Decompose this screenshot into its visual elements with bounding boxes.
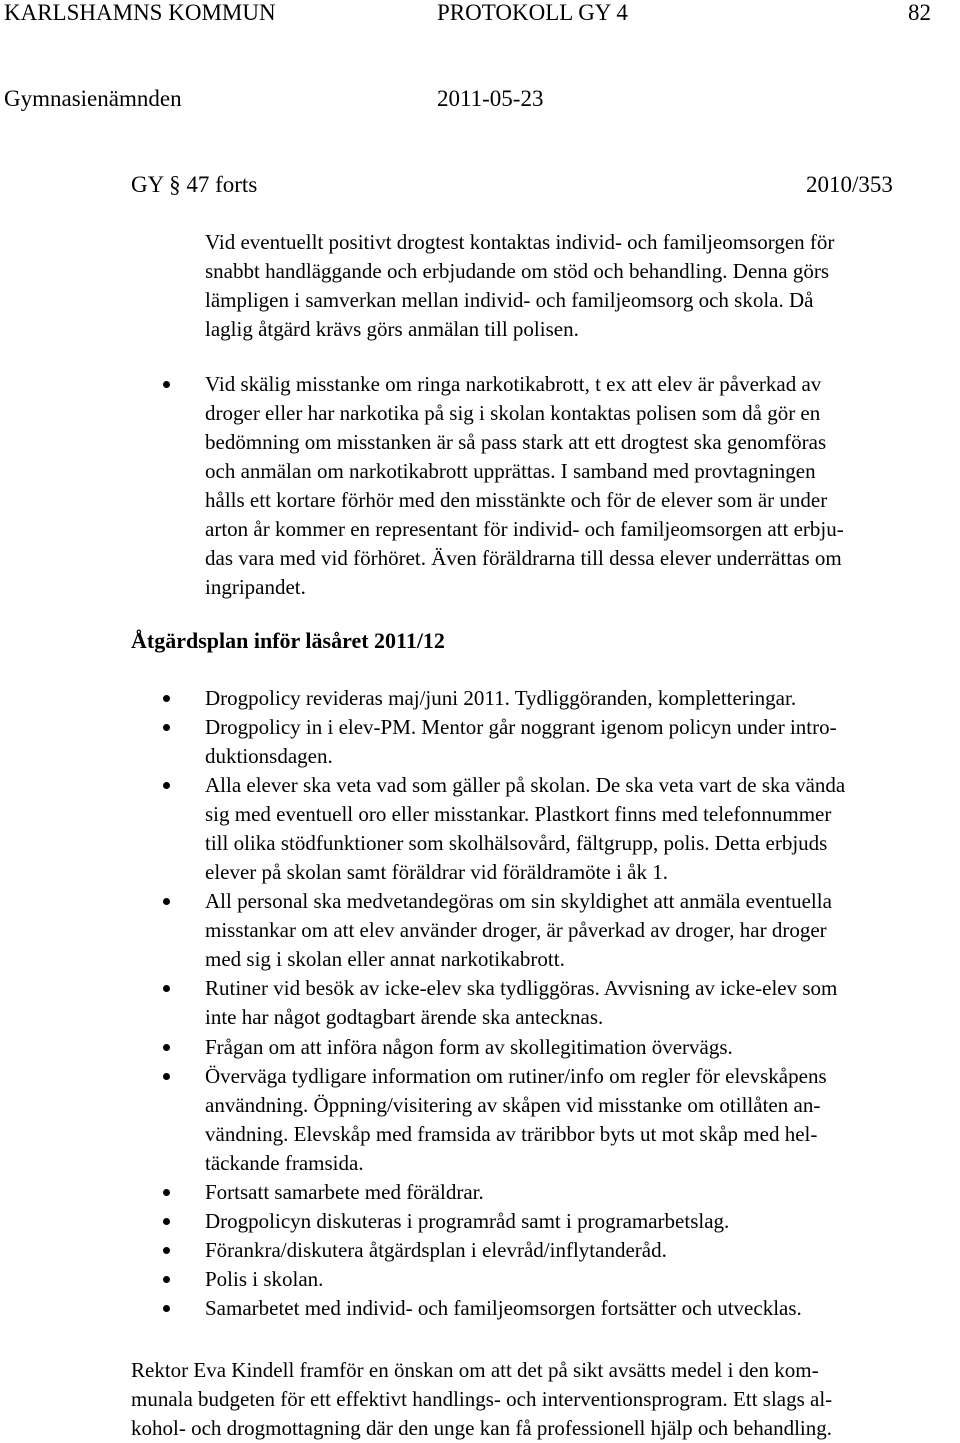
- bullet-icon: [163, 1305, 170, 1312]
- plan-item-line: Samarbetet med individ- och familjeomsorgen fortsätter och utvecklas.: [205, 1296, 802, 1320]
- closing-line: munala budgeten för ett effektivt handlings- och interventionsprogram. Ett slags al-: [131, 1387, 833, 1411]
- bullet-icon: [163, 1073, 170, 1080]
- plan-item: [205, 1033, 733, 1062]
- plan-item-line: sig med eventuell oro eller misstankar. Plastkort finns med telefonnummer: [205, 802, 832, 826]
- plan-item: [205, 1207, 729, 1236]
- plan-item-line: duktionsdagen.: [205, 744, 333, 768]
- plan-item: [205, 1062, 827, 1178]
- plan-item: [205, 887, 832, 974]
- plan-item: [205, 974, 837, 1032]
- intro-paragraph: [205, 228, 834, 344]
- bullet-icon: [163, 1218, 170, 1225]
- plan-item-line: inte har något godtagbart ärende ska antecknas.: [205, 1005, 604, 1029]
- plan-heading: Åtgärdsplan inför läsåret 2011/12: [131, 628, 445, 653]
- plan-item: [205, 713, 837, 771]
- board-name: Gymnasienämnden: [4, 86, 182, 111]
- closing-line: Rektor Eva Kindell framför en önskan om att det på sikt avsätts medel i den kom-: [131, 1358, 819, 1382]
- suspicion-line: bedömning om misstanken är så pass stark att ett drogtest ska genomföras: [205, 430, 827, 454]
- plan-item: [205, 684, 796, 713]
- plan-item-line: Drogpolicy in i elev-PM. Mentor går noggrant igenom policyn under intro-: [205, 715, 837, 739]
- plan-item-line: Förankra/diskutera åtgärdsplan i elevråd/inflytanderåd.: [205, 1238, 667, 1262]
- bullet-icon: [163, 695, 170, 702]
- intro-line: lämpligen i samverkan mellan individ- och familjeomsorg och skola. Då: [205, 288, 814, 312]
- plan-item-line: All personal ska medvetandegöras om sin skyldighet att anmäla eventuella: [205, 889, 832, 913]
- plan-item-line: täckande framsida.: [205, 1151, 364, 1175]
- suspicion-line: droger eller har narkotika på sig i skolan kontaktas polisen som då gör en: [205, 401, 821, 425]
- plan-item: [205, 1236, 667, 1265]
- bullet-icon: [163, 381, 170, 388]
- suspicion-line: das vara med vid förhöret. Även föräldrarna till dessa elever underrättas om: [205, 546, 842, 570]
- protocol-title: PROTOKOLL GY 4: [437, 0, 628, 25]
- page-number: 82: [908, 0, 931, 25]
- plan-item-line: till olika stödfunktioner som skolhälsovård, fältgrupp, polis. Detta erbjuds: [205, 831, 828, 855]
- suspicion-line: arton år kommer en representant för individ- och familjeomsorgen att erbju-: [205, 517, 844, 541]
- suspicion-line: och anmälan om narkotikabrott upprättas. I samband med provtagningen: [205, 459, 816, 483]
- meeting-date: 2011-05-23: [437, 86, 544, 111]
- closing-line: kohol- och drogmottagning där den unge kan få professionell hjälp och behandling.: [131, 1416, 832, 1440]
- intro-line: Vid eventuellt positivt drogtest kontaktas individ- och familjeomsorgen för: [205, 230, 835, 254]
- bullet-icon: [163, 985, 170, 992]
- intro-line: laglig åtgärd krävs görs anmälan till polisen.: [205, 317, 579, 341]
- case-number: 2010/353: [806, 172, 893, 197]
- plan-item: [205, 1265, 323, 1294]
- intro-line: snabbt handläggande och erbjudande om stöd och behandling. Denna görs: [205, 259, 830, 283]
- plan-item-line: Frågan om att införa någon form av skollegitimation övervägs.: [205, 1035, 733, 1059]
- section-item: GY § 47 forts: [131, 172, 258, 197]
- plan-item-line: Fortsatt samarbete med föräldrar.: [205, 1180, 484, 1204]
- bullet-icon: [163, 1189, 170, 1196]
- municipality-name: KARLSHAMNS KOMMUN: [4, 0, 276, 25]
- plan-item: [205, 771, 845, 887]
- bullet-icon: [163, 1276, 170, 1283]
- closing-paragraph: [131, 1356, 832, 1443]
- plan-item-line: användning. Öppning/visitering av skåpen vid misstanke om otillåten an-: [205, 1093, 821, 1117]
- suspicion-line: hålls ett kortare förhör med den misstänkte och för de elever som är under: [205, 488, 828, 512]
- plan-item-line: med sig i skolan eller annat narkotikabrott.: [205, 947, 565, 971]
- bullet-icon: [163, 1044, 170, 1051]
- plan-item-line: Överväga tydligare information om rutiner/info om regler för elevskåpens: [205, 1064, 827, 1088]
- bullet-icon: [163, 1247, 170, 1254]
- bullet-icon: [163, 898, 170, 905]
- plan-item-line: Polis i skolan.: [205, 1267, 324, 1291]
- bullet-icon: [163, 724, 170, 731]
- plan-item-line: Rutiner vid besök av icke-elev ska tydliggöras. Avvisning av icke-elev som: [205, 976, 838, 1000]
- suspicion-line: ingripandet.: [205, 575, 306, 599]
- plan-item-line: vändning. Elevskåp med framsida av träribbor byts ut mot skåp med hel-: [205, 1122, 818, 1146]
- plan-item-line: Drogpolicy revideras maj/juni 2011. Tydliggöranden, kompletteringar.: [205, 686, 797, 710]
- plan-item: [205, 1294, 802, 1323]
- plan-item-line: Drogpolicyn diskuteras i programråd samt i programarbetslag.: [205, 1209, 730, 1233]
- plan-item-line: elever på skolan samt föräldrar vid föräldramöte i åk 1.: [205, 860, 668, 884]
- suspicion-line: Vid skälig misstanke om ringa narkotikabrott, t ex att elev är påverkad av: [205, 372, 822, 396]
- suspicion-paragraph: [205, 370, 844, 602]
- plan-item-line: Alla elever ska veta vad som gäller på skolan. De ska veta vart de ska vända: [205, 773, 846, 797]
- bullet-icon: [163, 782, 170, 789]
- plan-item-line: misstankar om att elev använder droger, är påverkad av droger, har droger: [205, 918, 827, 942]
- plan-item: [205, 1178, 484, 1207]
